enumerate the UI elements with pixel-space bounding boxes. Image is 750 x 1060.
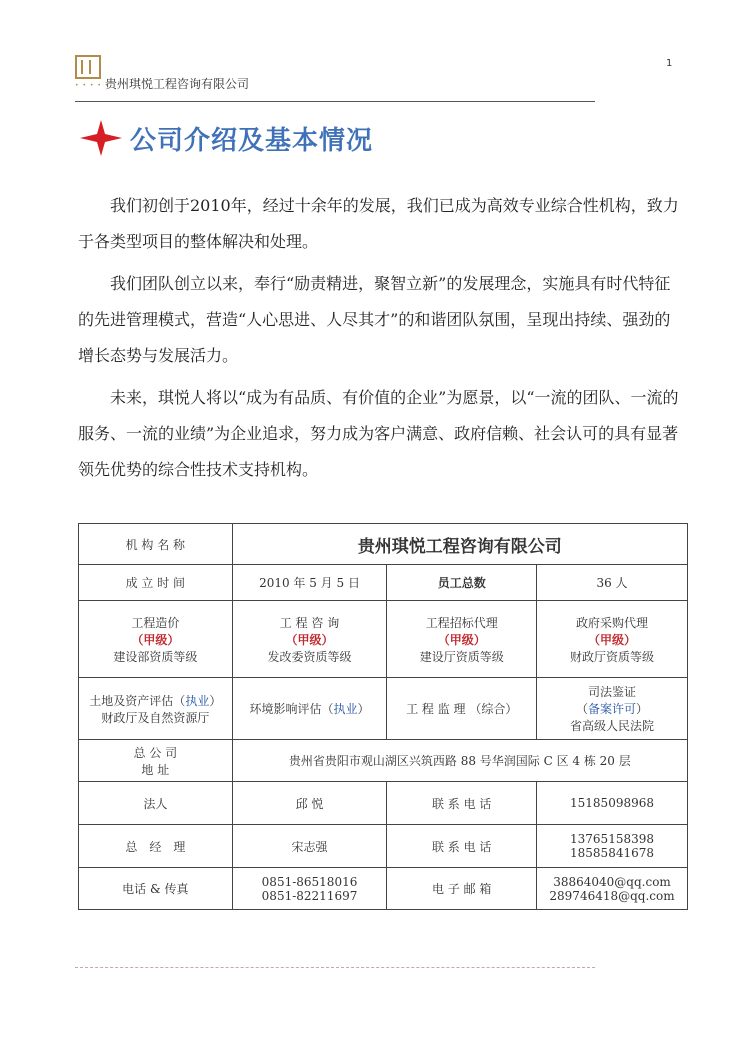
hq-address: 贵州省贵阳市观山湖区兴筑西路 88 号华润国际 C 区 4 栋 20 层 bbox=[232, 740, 687, 782]
legal-name: 邱 悦 bbox=[232, 782, 387, 825]
table-row bbox=[79, 782, 688, 825]
table-row bbox=[79, 524, 688, 565]
qualification-name: 工 程 咨 询 bbox=[279, 615, 340, 630]
qualification-level: （甲级） bbox=[437, 632, 486, 647]
gm-phones bbox=[537, 825, 688, 868]
email-2: 289746418@qq.com bbox=[549, 888, 675, 903]
table-row bbox=[79, 825, 688, 868]
qualification-cell bbox=[387, 601, 537, 678]
env-assessment-name: 环境影响评估（ bbox=[249, 702, 334, 716]
judicial-authority: 省高级人民法院 bbox=[570, 719, 655, 733]
judicial-name: 司法鉴证 bbox=[588, 685, 637, 699]
header-divider bbox=[75, 101, 595, 102]
env-close-paren: ） bbox=[357, 702, 370, 716]
table-row bbox=[79, 565, 688, 601]
land-appraisal-name: 土地及资产评估（ bbox=[89, 693, 186, 708]
land-authority: 财政厅及自然资源厅 bbox=[101, 710, 210, 725]
logo-dots: • • • • • bbox=[75, 82, 110, 89]
judicial-license-mark: 备案许可 bbox=[588, 702, 637, 716]
hq-label bbox=[79, 740, 233, 782]
tel-values bbox=[232, 868, 387, 910]
page-number: 1 bbox=[666, 58, 673, 69]
intro-paragraph-3: 未来，琪悦人将以“成为有品质、有价值的企业”为愿景，以“一流的团队、一流的服务、一流的业绩”为企业追求，努力成为客户满意、政府信赖、社会认可的具有显著领先优势的综合性技术支持机构。 bbox=[78, 388, 679, 479]
qualification-authority: 建设厅资质等级 bbox=[419, 649, 504, 664]
supervision-cell: 工 程 监 理 （综合） bbox=[387, 678, 537, 740]
table-row bbox=[79, 868, 688, 910]
table-row bbox=[79, 601, 688, 678]
env-assessment-cell bbox=[232, 678, 387, 740]
tel-label: 电话 & 传真 bbox=[79, 868, 233, 910]
founded-value: 2010 年 5 月 5 日 bbox=[232, 565, 387, 601]
intro-paragraph-2: 我们团队创立以来，奉行“励责精进，聚智立新”的发展理念，实施具有时代特征的先进管理模式，营造“人心思进、人尽其才”的和谐团队氛围，呈现出持续、强劲的增长态势与发展活力。 bbox=[78, 274, 671, 365]
hq-label-line-1: 总 公 司 bbox=[133, 745, 178, 760]
gm-contact-label: 联 系 电 话 bbox=[387, 825, 537, 868]
gm-phone-2: 18585841678 bbox=[570, 846, 654, 860]
qualification-name: 政府采购代理 bbox=[576, 615, 649, 630]
legal-label: 法人 bbox=[79, 782, 233, 825]
staff-value: 36 人 bbox=[537, 565, 688, 601]
page-header bbox=[75, 55, 595, 105]
intro-paragraph-1: 我们初创于2010年，经过十余年的发展，我们已成为高效专业综合性机构，致力于各类型项目的整体解决和处理。 bbox=[78, 196, 679, 251]
qualification-cell bbox=[232, 601, 387, 678]
gm-phone-1: 13765158398 bbox=[570, 832, 654, 846]
contact-label: 联 系 电 话 bbox=[387, 782, 537, 825]
land-license-mark: 执业 bbox=[185, 693, 210, 708]
qualification-level: （甲级） bbox=[285, 632, 334, 647]
qualification-name: 工程造价 bbox=[131, 615, 180, 630]
email-label: 电 子 邮 箱 bbox=[387, 868, 537, 910]
gm-name: 宋志强 bbox=[232, 825, 387, 868]
qualification-authority: 发改委资质等级 bbox=[267, 649, 352, 664]
land-close-paren: ） bbox=[209, 693, 222, 708]
legal-phone: 15185098968 bbox=[537, 782, 688, 825]
qualification-authority: 建设部资质等级 bbox=[113, 649, 198, 664]
qualification-cell bbox=[79, 601, 233, 678]
org-name-label: 机 构 名 称 bbox=[79, 524, 233, 565]
table-row bbox=[79, 678, 688, 740]
qualification-cell bbox=[537, 601, 688, 678]
org-name-value: 贵州琪悦工程咨询有限公司 bbox=[232, 524, 687, 565]
tel-1: 0851-86518016 bbox=[261, 874, 358, 889]
section-heading bbox=[78, 118, 578, 158]
company-logo-icon bbox=[75, 55, 101, 79]
qualification-name: 工程招标代理 bbox=[425, 615, 498, 630]
header-company-name: 贵州琪悦工程咨询有限公司 bbox=[105, 77, 250, 91]
qualification-level: （甲级） bbox=[588, 632, 637, 647]
staff-label: 员工总数 bbox=[387, 565, 537, 601]
company-info-table bbox=[78, 523, 688, 910]
table-row bbox=[79, 740, 688, 782]
footer-divider bbox=[75, 967, 595, 968]
qualification-level: （甲级） bbox=[131, 632, 180, 647]
judicial-cell bbox=[537, 678, 688, 740]
env-license-mark: 执业 bbox=[333, 702, 358, 716]
judicial-open-paren: （ bbox=[575, 702, 588, 716]
gm-label: 总 经 理 bbox=[79, 825, 233, 868]
red-star-icon bbox=[78, 118, 124, 158]
land-appraisal-cell bbox=[79, 678, 233, 740]
email-1: 38864040@qq.com bbox=[553, 874, 671, 889]
founded-label: 成 立 时 间 bbox=[79, 565, 233, 601]
email-values bbox=[537, 868, 688, 910]
judicial-close-paren: ） bbox=[636, 702, 649, 716]
hq-label-line-2: 地 址 bbox=[141, 762, 170, 777]
qualification-authority: 财政厅资质等级 bbox=[570, 649, 655, 664]
section-title: 公司介绍及基本情况 bbox=[130, 126, 374, 156]
tel-2: 0851-82211697 bbox=[261, 888, 358, 903]
